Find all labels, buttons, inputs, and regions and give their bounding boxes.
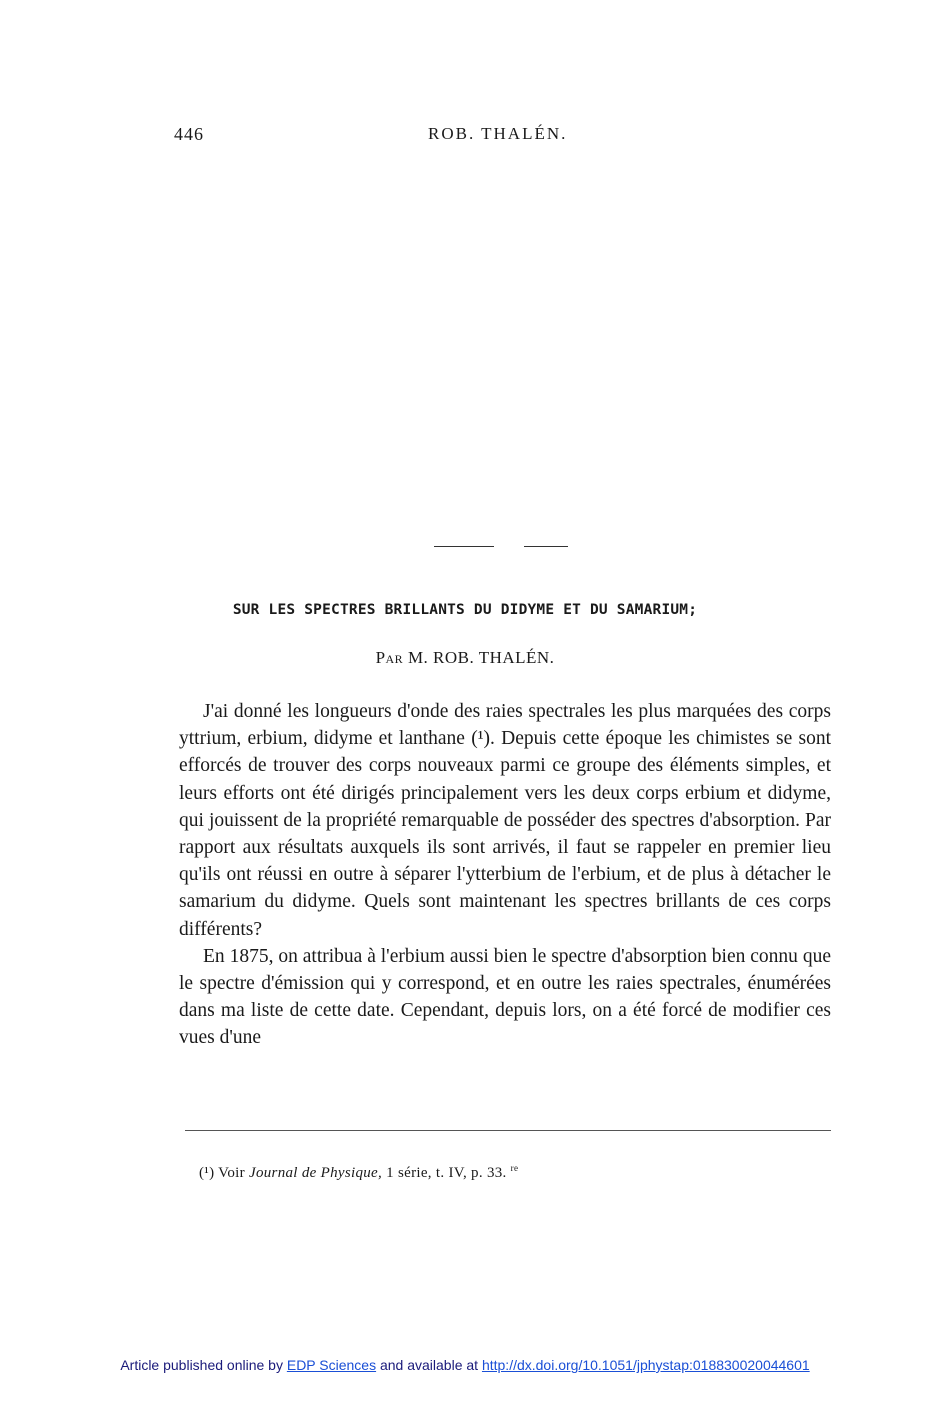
footnote-text-after: 1 série, t. IV, p. 33. [386,1165,507,1181]
footnote-rule [185,1130,831,1131]
body-paragraph: En 1875, on attribua à l'erbium aussi bien le spectre d'absorption bien connu que le spectre d'émission qui y correspond, et en outre les raies spectrales, énumérées dans ma liste de cette date. Cependant, depuis lors, on a été forcé de modifier ces vues d'une [179,945,831,1049]
body-paragraph: J'ai donné les longueurs d'onde des raies spectrales les plus marquées des corps yttrium, erbium, didyme et lanthane (¹). Depuis cette époque les chimistes se sont efforcés de trouver des corps nouveaux parmi ce groupe des éléments simples, et leurs efforts ont été dirigés principalement vers les deux corps erbium et didyme, qui jouissent de la propriété remarquable de posséder des spectres d'absorption. Par rapport aux résultats auxquels ils sont arrivés, il faut se rappeler en premier lieu qu'ils ont réussi en outre à séparer l'ytterbium de l'erbium, et de plus à détacher le samarium du didyme. Quels sont maintenant les spectres brillants de ces corps différents? [179,701,831,940]
footnote-marker: (¹) [199,1165,215,1181]
footnote-text-before: Voir [218,1165,245,1181]
publication-notice [0,1357,930,1373]
article-body [179,698,831,1052]
page-number: 446 [174,124,204,144]
doi-link[interactable]: http://dx.doi.org/10.1051/jphystap:018830020044601 [481,1357,810,1373]
section-separator [434,546,574,550]
running-title: ROB. THALÉN. [428,124,568,143]
running-head [0,124,930,148]
byline-author: M. ROB. THALÉN. [407,648,555,667]
notice-prefix: Article published online by [120,1357,283,1373]
byline [0,648,930,668]
byline-prefix: Par [375,648,404,667]
article-title: SUR LES SPECTRES BRILLANTS DU DIDYME ET DU SAMARIUM; [232,602,698,618]
publisher-link[interactable]: EDP Sciences [286,1357,377,1373]
footnote [199,1163,518,1182]
notice-middle: and available at [379,1357,479,1373]
footnote-series-sup: re [510,1163,519,1173]
footnote-journal: Journal de Physique, [249,1165,383,1181]
